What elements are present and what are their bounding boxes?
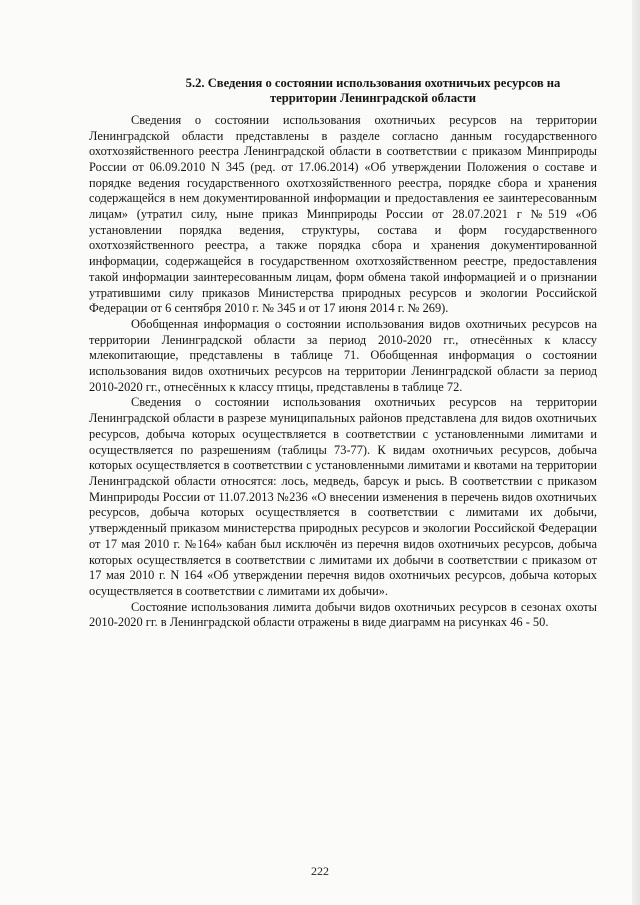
paragraph-diagrams-reference: Состояние использования лимита добычи видов охотничьих ресурсов в сезонах охоты 2010-2020 гг. в Ленинградской области отражены в виде диаграмм на рисунках 46 - 50. bbox=[89, 599, 597, 630]
page-edge-shadow bbox=[632, 0, 640, 905]
section-heading-line-1: 5.2. Сведения о состоянии использования охотничьих ресурсов на bbox=[185, 76, 561, 90]
section-heading bbox=[89, 76, 597, 107]
paragraph-summary-tables: Обобщенная информация о состоянии использования видов охотничьих ресурсов на территории Ленинградской области за период 2010-2020 гг., отнесённых к классу млекопитающие, представлены в таблице 71. Обобщенная информация о состоянии использования видов охотничьих ресурсов на территории Ленинградской области за период 2010-2020 гг., отнесённых к классу птицы, представлены в таблице 72. bbox=[89, 316, 597, 394]
page-number: 222 bbox=[311, 864, 329, 878]
section-heading-line-2: территории Ленинградской области bbox=[269, 91, 477, 106]
paragraph-municipal-limits: Сведения о состоянии использования охотничьих ресурсов на территории Ленинградской области в разрезе муниципальных районов представлена для видов охотничьих ресурсов, добыча которых осуществляется в соответствии с установленными лимитами и осуществляется по разрешениям (таблицы 73-77). К видам охотничьих ресурсов, добыча которых осуществляется в соответствии с установленными лимитами и квотами на территории Ленинградской области относятся: лось, медведь, барсук и рысь. В соответствии с приказом Минприроды России от 11.07.2013 №236 «О внесении изменения в перечень видов охотничьих ресурсов, добыча которых осуществляется в соответствии с лимитами их добычи, утвержденный приказом министерства природных ресурсов и экологии Российской Федерации от 17 мая 2010 г. №164» кабан был исключён из перечня видов охотничьих ресурсов, добыча которых осуществляется в соответствии с лимитами их добычи в соответствии с приказом от 17 мая 2010 г. N 164 «Об утверждении перечня видов охотничьих ресурсов, добыча которых осуществляется в соответствии с лимитами их добычи». bbox=[89, 395, 597, 598]
document-body bbox=[89, 76, 597, 631]
paragraph-registry-sources: Сведения о состоянии использования охотничьих ресурсов на территории Ленинградской области представлены в разделе согласно данным государственного охотхозяйственного реестра Ленинградской области в соответствии с приказом Минприроды России от 06.09.2010 N 345 (ред. от 17.06.2014) «Об утверждении Положения о составе и порядке ведения государственного охотхозяйственного реестра, порядке сбора и хранения содержащейся в нем документированной информации и предоставления ее заинтересованным лицам» (утратил силу, ныне приказ Минприроды России от 28.07.2021 г №519 «Об установлении порядка ведения, структуры, состава и форм государственного охотхозяйственного реестра, а также порядка сбора и хранения документированной информации, содержащейся в государственном охотхозяйственном реестре, предоставления такой информации заинтересованным лицам, форм обмена такой информацией и о признании утратившими силу приказов Министерства природных ресурсов и экологии Российской Федерации от 6 сентября 2010 г. № 345 и от 17 июня 2014 г. № 269). bbox=[89, 112, 597, 316]
